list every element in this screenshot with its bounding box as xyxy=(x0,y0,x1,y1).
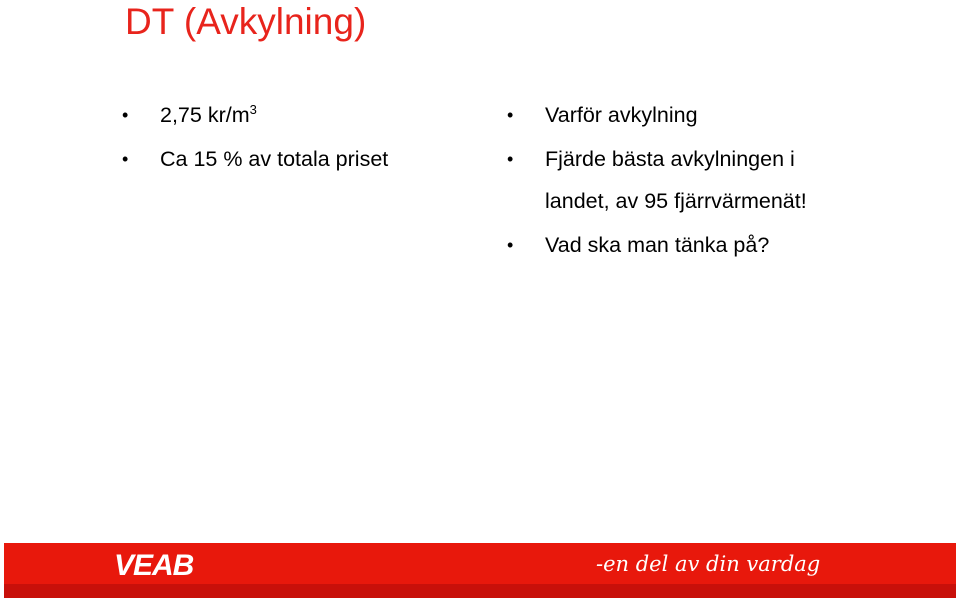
right-bullet-list xyxy=(507,104,927,256)
bullet-item xyxy=(507,148,927,212)
footer-dark-stripe xyxy=(4,584,956,598)
bullet-dot: • xyxy=(507,149,514,169)
bullet-text-main: 2,75 kr/m xyxy=(160,103,250,127)
bullet-text: Ca 15 % av totala priset xyxy=(160,147,389,171)
bullet-dot: • xyxy=(122,105,129,125)
bullet-item xyxy=(507,104,927,126)
bullet-text-line-1: Fjärde bästa avkylningen i xyxy=(545,147,795,171)
footer-banner xyxy=(4,543,956,598)
bullet-superscript: 3 xyxy=(249,102,257,117)
bullet-dot: • xyxy=(122,149,129,169)
slide-title: DT (Avkylning) xyxy=(125,1,367,42)
left-bullet-list xyxy=(122,104,482,170)
bullet-item xyxy=(122,148,482,170)
bullet-text: Varför avkylning xyxy=(545,103,698,127)
veab-logo: VEAB xyxy=(114,549,194,582)
bullet-text: Vad ska man tänka på? xyxy=(545,233,770,257)
bullet-text-line-2: landet, av 95 fjärrvärmenät! xyxy=(545,189,807,213)
bullet-dot: • xyxy=(507,105,514,125)
bullet-item xyxy=(122,104,482,126)
bullet-text xyxy=(160,104,482,126)
footer-slogan: -en del av din vardag xyxy=(596,552,821,576)
bullet-dot: • xyxy=(507,235,514,255)
bullet-item xyxy=(507,234,927,256)
